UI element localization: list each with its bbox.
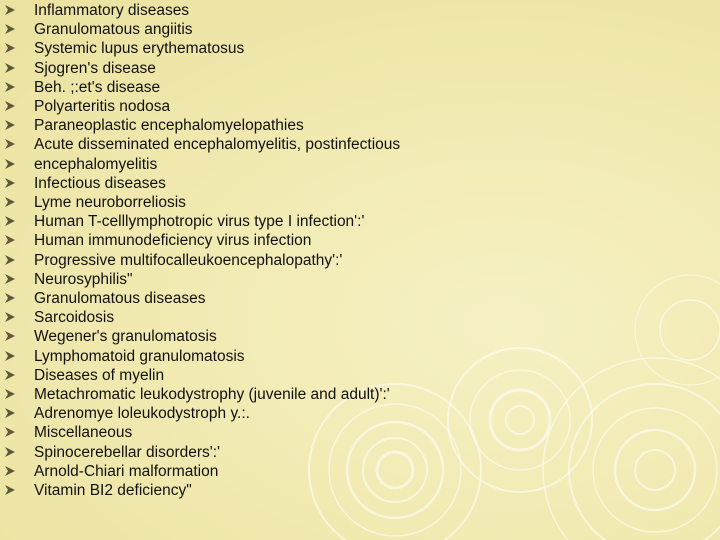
list-item-text: Arnold-Chiari malformation: [34, 462, 219, 480]
list-item-text: Miscellaneous: [34, 424, 133, 442]
list-item-text: Sjogren's disease: [34, 59, 156, 77]
arrowhead-bullet-icon: [4, 177, 16, 189]
list-item-text: Systemic lupus erythematosus: [34, 40, 245, 58]
arrowhead-bullet-icon: [4, 273, 16, 285]
arrowhead-bullet-icon: [4, 350, 16, 362]
arrowhead-bullet-icon: [4, 119, 16, 131]
arrowhead-bullet-icon: [4, 196, 16, 208]
arrowhead-bullet-icon: [4, 369, 16, 381]
arrowhead-bullet-icon: [4, 62, 16, 74]
list-item-text: Sarcoidosis: [34, 309, 115, 327]
list-item-text: Spinocerebellar disorders':': [34, 443, 220, 461]
arrowhead-bullet-icon: [4, 215, 16, 227]
list-item-text: Lyme neuroborreliosis: [34, 194, 186, 211]
list-item-text: Neurosyphilis": [34, 270, 133, 288]
list-item-text: Acute disseminated encephalomyelitis, postinfectious: [34, 136, 401, 154]
arrowhead-bullet-icon: [4, 407, 16, 419]
arrowhead-bullet-icon: [4, 100, 16, 112]
arrowhead-bullet-icon: [4, 158, 16, 170]
arrowhead-bullet-icon: [4, 484, 16, 496]
arrowhead-bullet-icon: [4, 23, 16, 35]
list-item-text: Infectious diseases: [34, 174, 166, 192]
list-item-text: Granulomatous diseases: [34, 290, 206, 307]
arrowhead-bullet-icon: [4, 330, 16, 342]
list-item-text: Lymphomatoid granulomatosis: [34, 347, 245, 365]
arrowhead-bullet-icon: [4, 446, 16, 458]
list-item-text: Metachromatic leukodystrophy (juvenile and adult)':': [34, 386, 390, 403]
list-item-text: Diseases of myelin: [34, 366, 165, 384]
arrowhead-bullet-icon: [4, 234, 16, 246]
list-item-text: Human immunodeficiency virus infection: [34, 232, 312, 250]
list-item-text: Paraneoplastic encephalomyelopathies: [34, 117, 304, 135]
list-item-text: Polyarteritis nodosa: [34, 98, 171, 115]
list-item-text: Adrenomye loleukodystroph y.:.: [34, 405, 250, 423]
arrowhead-bullet-icon: [4, 42, 16, 54]
list-item-text: Human T-celllymphotropic virus type I infection':': [34, 213, 365, 231]
list-item-text: Wegener's granulomatosis: [34, 328, 217, 346]
arrowhead-bullet-icon: [4, 254, 16, 266]
arrowhead-bullet-icon: [4, 311, 16, 323]
list-item-text: Beh. ;:et's disease: [34, 78, 161, 96]
list-item-text: Granulomatous angiitis: [34, 21, 193, 39]
arrowhead-bullet-icon: [4, 465, 16, 477]
list-item-text: Vitamin BI2 deficiency": [34, 482, 192, 499]
arrowhead-bullet-icon: [4, 4, 16, 16]
list-item-text: encephalomyelitis: [34, 155, 158, 173]
arrowhead-bullet-icon: [4, 292, 16, 304]
arrowhead-bullet-icon: [4, 388, 16, 400]
arrowhead-bullet-icon: [4, 426, 16, 438]
list-item-text: Inflammatory diseases: [34, 2, 190, 19]
arrowhead-bullet-icon: [4, 138, 16, 150]
list-item-text: Progressive multifocalleukoencephalopathy':': [34, 251, 343, 269]
arrowhead-bullet-icon: [4, 81, 16, 93]
